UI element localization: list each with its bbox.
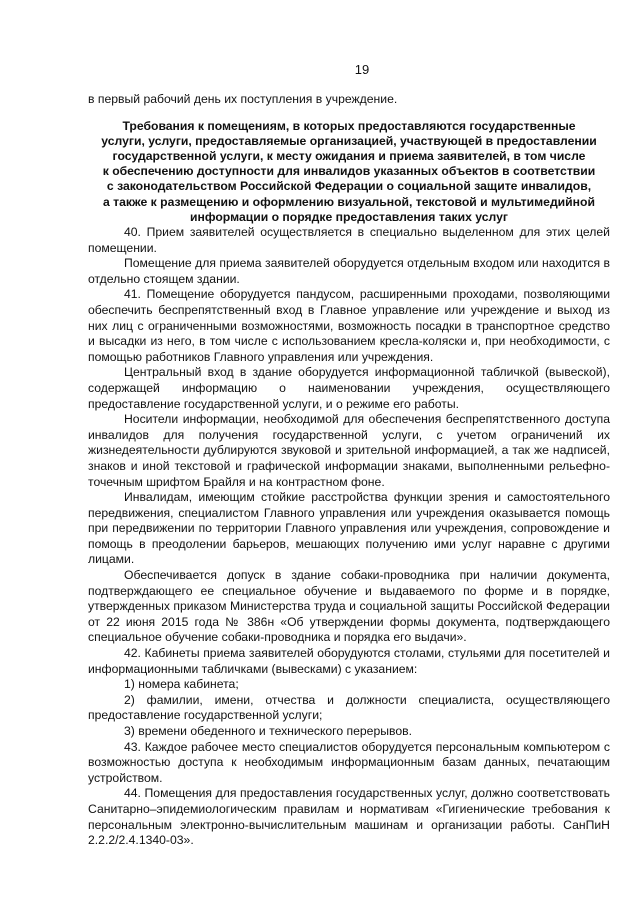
paragraph-41-assistance: Инвалидам, имеющим стойкие расстройства функции зрения и самостоятельного передвижения, специалистом Главного управления или учреждения оказывается помощь при передвижении по территории Главного управления или учреждения, сопровождение и помощь в преодолении барьеров, мешающих получению ими услуг наравне с другими лицами. xyxy=(88,490,610,567)
list-item: 2) фамилии, имени, отчества и должности специалиста, осуществляющего предоставление государственной услуги; xyxy=(88,692,610,723)
heading-line: услуги, услуги, предоставляемые организацией, участвующей в предоставлении xyxy=(101,133,597,148)
paragraph-40: 40. Прием заявителей осуществляется в специально выделенном для этих целей помещении. xyxy=(88,225,610,255)
paragraph-41-guide-dog: Обеспечивается допуск в здание собаки-проводника при наличии документа, подтверждающего ее специальное обучение и выдаваемого по форме и в порядке, утвержденных приказом Министерства труда и социальной защиты Российской Федерации от 22 июня 2015 года № 386н «Об утверждении формы документа, подтверждающего специальное обучение собаки-проводника и порядка его выдачи». xyxy=(88,568,610,645)
list-item: 3) времени обеденного и технического перерывов. xyxy=(124,724,412,739)
heading-line: информации о порядке предоставления таких услуг xyxy=(190,209,508,224)
paragraph-41-information-carriers: Носители информации, необходимой для обеспечения беспрепятственного доступа инвалидов для получения государственной услуги, с учетом ограничений их жизнедеятельности дублируются звуковой и зрительной информацией, а так же надписей, знаков и иной текстовой и графической информации знаками, выполненными рельефно-точечным шрифтом Брайля и на контрастном фоне. xyxy=(88,412,610,489)
page-number: 19 xyxy=(354,62,370,77)
heading-line: с законодательством Российской Федерации о социальной защите инвалидов, xyxy=(106,179,592,194)
paragraph-41: 41. Помещение оборудуется пандусом, расширенными проходами, позволяющими обеспечить беспрепятственный вход в Главное управление или учреждение и выход из них лиц с ограниченными возможностями, возможность посадки в транспортное средство и высадки из него, в том числе с использованием кресла-коляски и, при необходимости, с помощью работников Главного управления или учреждения. xyxy=(88,287,610,364)
paragraph-42: 42. Кабинеты приема заявителей оборудуются столами, стульями для посетителей и информационными табличками (вывесками) с указанием: xyxy=(88,646,610,676)
section-heading xyxy=(88,119,610,225)
intro-line: в первый рабочий день их поступления в учреждение. xyxy=(88,92,398,106)
paragraph-43: 43. Каждое рабочее место специалистов оборудуется персональным компьютером с возможностью доступа к необходимым информационным базам данных, печатающим устройством. xyxy=(88,739,610,785)
paragraph-44: 44. Помещения для предоставления государственных услуг, должно соответствовать Санитарно–эпидемиологическим правилам и нормативам «Гигиенические требования к персональным электронно-вычислительным машинам и организации работы. СанПиН 2.2.2/2.4.1340-03». xyxy=(88,786,610,848)
list-item: 1) номера кабинета; xyxy=(124,677,239,692)
paragraph-40-entrance: Помещение для приема заявителей оборудуется отдельным входом или находится в отдельно стоящем здании. xyxy=(88,256,610,286)
paragraph-41-central-entrance: Центральный вход в здание оборудуется информационной табличкой (вывеской), содержащей информацию о наименовании учреждения, осуществляющего предоставление государственной услуги, и о режиме его работы. xyxy=(88,365,610,411)
heading-line: Требования к помещениям, в которых предоставляются государственные xyxy=(122,118,576,133)
heading-line: к обеспечению доступности для инвалидов указанных объектов в соответствии xyxy=(102,164,596,179)
heading-line: государственной услуги, к месту ожидания и приема заявителей, в том числе xyxy=(112,149,586,163)
heading-line: а также к размещению и оформлению визуальной, текстовой и мультимедийной xyxy=(103,194,595,209)
